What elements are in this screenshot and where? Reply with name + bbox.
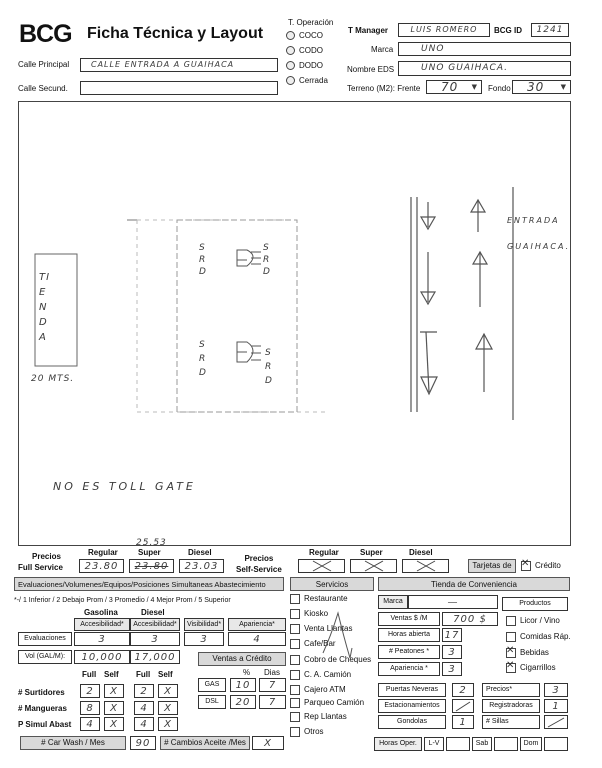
- apariencia-tienda-label: Apariencia *: [378, 662, 440, 676]
- self-regular-header: Regular: [309, 548, 339, 557]
- layout-drawing-area: [18, 101, 571, 546]
- surtidores-full-gas[interactable]: 2: [80, 684, 100, 698]
- car-wash-label: # Car Wash / Mes: [20, 736, 126, 750]
- dom-label: Dom: [520, 737, 542, 751]
- servicio-cobro-cheques[interactable]: Cobro de Cheques: [290, 655, 371, 665]
- ventas-label: Ventas $ /M: [378, 612, 440, 626]
- calle-principal-label: Calle Principal: [18, 60, 70, 69]
- page-title: Ficha Técnica y Layout: [87, 25, 264, 42]
- bcg-logo: BCG: [19, 20, 72, 48]
- evaluaciones-label: Evaluaciones: [18, 632, 72, 646]
- puertas-neveras-field[interactable]: 2: [452, 683, 474, 697]
- eval-apariencia[interactable]: 4: [228, 632, 286, 646]
- servicio-otros[interactable]: Otros: [290, 727, 324, 737]
- self-header-2: Self: [158, 670, 173, 679]
- servicio-venta-llantas[interactable]: Venta Llantas: [290, 624, 352, 634]
- servicio-kiosko[interactable]: Kiosko: [290, 609, 328, 619]
- puertas-neveras-label: Puertas Neveras: [378, 683, 446, 697]
- dsl-credito-label: DSL: [198, 695, 226, 709]
- apariencia-header: Apariencia*: [228, 618, 286, 631]
- psimul-full-dsl[interactable]: 4: [134, 717, 154, 731]
- calle-principal-field[interactable]: CALLE ENTRADA A GUAIHACA: [80, 58, 278, 72]
- dsl-credito-dias[interactable]: 7: [259, 695, 286, 709]
- evaluaciones-bar: Evaluaciones/Volumenes/Equipos/Posiciones Simultaneas Abastecimiento: [14, 577, 284, 591]
- self-header-1: Self: [104, 670, 119, 679]
- fondo-label: Fondo: [488, 84, 511, 93]
- nombre-eds-label: Nombre EDS: [347, 65, 395, 74]
- pct-header: %: [243, 668, 251, 677]
- operacion-option-coco[interactable]: COCO: [286, 31, 323, 40]
- horas-abierta-label: Horas abierta: [378, 628, 440, 642]
- operacion-option-codo[interactable]: CODO: [286, 46, 323, 55]
- mangueras-full-dsl[interactable]: 4: [134, 701, 154, 715]
- full-header-2: Full: [136, 670, 151, 679]
- ventas-field[interactable]: 700 $: [442, 612, 498, 626]
- full-super-header: Super: [138, 548, 161, 557]
- servicio-cajero-atm[interactable]: Cajero ATM: [290, 685, 346, 695]
- accesibilidad-dsl-header: Accesibilidad*: [130, 618, 180, 631]
- gondolas-label: Gondolas: [378, 715, 446, 729]
- servicio-rep-llantas[interactable]: Rep Llantas: [290, 712, 347, 722]
- self-diesel-field[interactable]: [402, 559, 449, 573]
- servicio-cafe-bar[interactable]: Cafe/Bar: [290, 639, 336, 649]
- precios-full-label: Precios Full Service: [18, 552, 63, 572]
- servicio-restaurante[interactable]: Restaurante: [290, 594, 348, 604]
- horas-abierta-field[interactable]: 17: [442, 628, 462, 642]
- gondolas-field[interactable]: 1: [452, 715, 474, 729]
- sillas-field[interactable]: [544, 715, 568, 729]
- cambios-aceite-field[interactable]: X: [252, 736, 284, 750]
- frente-field[interactable]: 70 ▼: [426, 80, 482, 94]
- apariencia-tienda-field[interactable]: 3: [442, 662, 462, 676]
- surtidores-label: # Surtidores: [18, 688, 65, 697]
- gas-credito-dias[interactable]: 7: [259, 678, 286, 692]
- self-super-field[interactable]: [350, 559, 397, 573]
- mangueras-self-gas[interactable]: X: [104, 701, 124, 715]
- eval-dsl-accesibilidad[interactable]: 3: [130, 632, 180, 646]
- marca-label: Marca: [371, 45, 394, 54]
- servicio-parqueo-camion[interactable]: Parqueo Camión: [290, 698, 364, 708]
- t-manager-field[interactable]: LUIS ROMERO: [398, 23, 490, 37]
- accesibilidad-gas-header: Accesibilidad*: [74, 618, 130, 631]
- nombre-eds-field[interactable]: UNO GUAIHACA.: [398, 61, 571, 76]
- servicios-scribble: [318, 608, 358, 668]
- vol-label: Vol (GAL/M):: [18, 650, 72, 664]
- bcg-id-field[interactable]: 1241: [531, 23, 569, 37]
- tienda-label: TIENDA: [39, 272, 51, 343]
- operacion-option-dodo[interactable]: DODO: [286, 61, 323, 70]
- gas-credito-label: GAS: [198, 678, 226, 692]
- diesel-header: Diesel: [141, 608, 165, 617]
- operacion-option-cerrada[interactable]: Cerrada: [286, 76, 328, 85]
- tienda-marca-field[interactable]: —: [408, 595, 498, 609]
- full-super-field[interactable]: 23.80: [129, 559, 174, 573]
- servicios-bar: Servicios: [290, 577, 374, 591]
- precios-self-label: Precios Self-Service: [236, 554, 282, 574]
- srd-right-1: S R D: [263, 243, 271, 277]
- terreno-label: Terreno (M2): Frente: [347, 84, 421, 93]
- srd-left-1: S R D: [199, 243, 207, 277]
- sab-label: Sab: [472, 737, 492, 751]
- dsl-credito-pct[interactable]: 20: [230, 695, 256, 709]
- psimul-label: P Simul Abast: [18, 720, 72, 729]
- vol-gas-field[interactable]: 10,000: [74, 650, 130, 664]
- marca-field[interactable]: UNO: [398, 42, 571, 56]
- calle-secund-field[interactable]: [80, 81, 278, 95]
- mangueras-label: # Mangueras: [18, 704, 67, 713]
- psimul-full-gas[interactable]: 4: [80, 717, 100, 731]
- psimul-self-dsl[interactable]: X: [158, 717, 178, 731]
- car-wash-field[interactable]: 90: [130, 736, 156, 750]
- tienda-bar: Tienda de Conveniencia: [378, 577, 570, 591]
- toll-gate-note: NO ES TOLL GATE: [53, 480, 196, 493]
- horas-oper-label: Horas Oper.: [374, 737, 422, 751]
- credito-checkbox[interactable]: ✕ Crédito: [521, 561, 561, 571]
- t-operacion-label: T. Operación: [288, 18, 334, 27]
- tienda-marca-label: Marca: [378, 595, 408, 609]
- surtidores-full-dsl[interactable]: 2: [134, 684, 154, 698]
- estacionamientos-field[interactable]: [452, 699, 474, 713]
- full-diesel-header: Diesel: [188, 548, 212, 557]
- calle-secund-label: Calle Secund.: [18, 84, 68, 93]
- registradoras-label: Registradoras: [482, 699, 540, 713]
- productos-label: Productos: [502, 597, 568, 611]
- full-regular-header: Regular: [88, 548, 118, 557]
- producto-cigarrillos[interactable]: ✕Cigarrillos: [506, 663, 556, 673]
- surtidores-self-gas[interactable]: X: [104, 684, 124, 698]
- full-regular-field[interactable]: 23.80: [79, 559, 124, 573]
- self-super-header: Super: [360, 548, 383, 557]
- servicio-ca-camion[interactable]: C. A. Camión: [290, 670, 351, 680]
- lv-label: L-V: [424, 737, 444, 751]
- entrada-label: ENTRADA: [507, 216, 560, 225]
- full-header-1: Full: [82, 670, 97, 679]
- producto-licor-vino[interactable]: Licor / Vino: [506, 616, 560, 626]
- lv-field[interactable]: [446, 737, 470, 751]
- self-diesel-header: Diesel: [409, 548, 433, 557]
- eval-gas-accesibilidad[interactable]: 3: [74, 632, 130, 646]
- vol-dsl-field[interactable]: 17,000: [130, 650, 180, 664]
- tarjetas-credito-label: Tarjetas de: [468, 559, 516, 573]
- eval-visibilidad[interactable]: 3: [184, 632, 224, 646]
- sillas-label: # Sillas: [482, 715, 540, 729]
- full-super-note: 25.53: [136, 538, 167, 548]
- mangueras-self-dsl[interactable]: X: [158, 701, 178, 715]
- producto-comidas-rap[interactable]: Comidas Ráp.: [506, 632, 571, 642]
- twenty-mts-label: 20 MTS.: [31, 374, 75, 384]
- peatones-field[interactable]: 3: [442, 645, 462, 659]
- visibilidad-header: Visibilidad*: [184, 618, 224, 631]
- rating-scale: *-/ 1 Inferior / 2 Debajo Prom / 3 Promedio / 4 Mejor Prom / 5 Superior: [14, 597, 231, 604]
- t-manager-label: T Manager: [348, 26, 389, 35]
- precios-tienda-field[interactable]: 3: [544, 683, 568, 697]
- ventas-credito-bar: Ventas a Crédito: [198, 652, 286, 666]
- cambios-aceite-label: # Cambios Aceite /Mes: [160, 736, 250, 750]
- gasolina-header: Gasolina: [84, 608, 118, 617]
- mangueras-full-gas[interactable]: 8: [80, 701, 100, 715]
- dom-field[interactable]: [544, 737, 568, 751]
- peatones-label: # Peatones *: [378, 645, 440, 659]
- psimul-self-gas[interactable]: X: [104, 717, 124, 731]
- surtidores-self-dsl[interactable]: X: [158, 684, 178, 698]
- fondo-field[interactable]: 30 ▼: [512, 80, 571, 94]
- precios-tienda-label: Precios*: [482, 683, 540, 697]
- dias-header: Dias: [264, 668, 281, 677]
- gas-credito-pct[interactable]: 10: [230, 678, 256, 692]
- srd-left-2: S R D: [199, 340, 207, 378]
- registradoras-field[interactable]: 1: [544, 699, 568, 713]
- sab-field[interactable]: [494, 737, 518, 751]
- guaihaca-label: GUAIHACA.: [507, 242, 571, 251]
- srd-right-2: S R D: [265, 348, 273, 386]
- estacionamientos-label: Estacionamientos: [378, 699, 446, 713]
- producto-bebidas[interactable]: ✕Bebidas: [506, 648, 549, 658]
- self-regular-field[interactable]: [298, 559, 345, 573]
- full-diesel-field[interactable]: 23.03: [179, 559, 224, 573]
- bcg-id-label: BCG ID: [494, 26, 522, 35]
